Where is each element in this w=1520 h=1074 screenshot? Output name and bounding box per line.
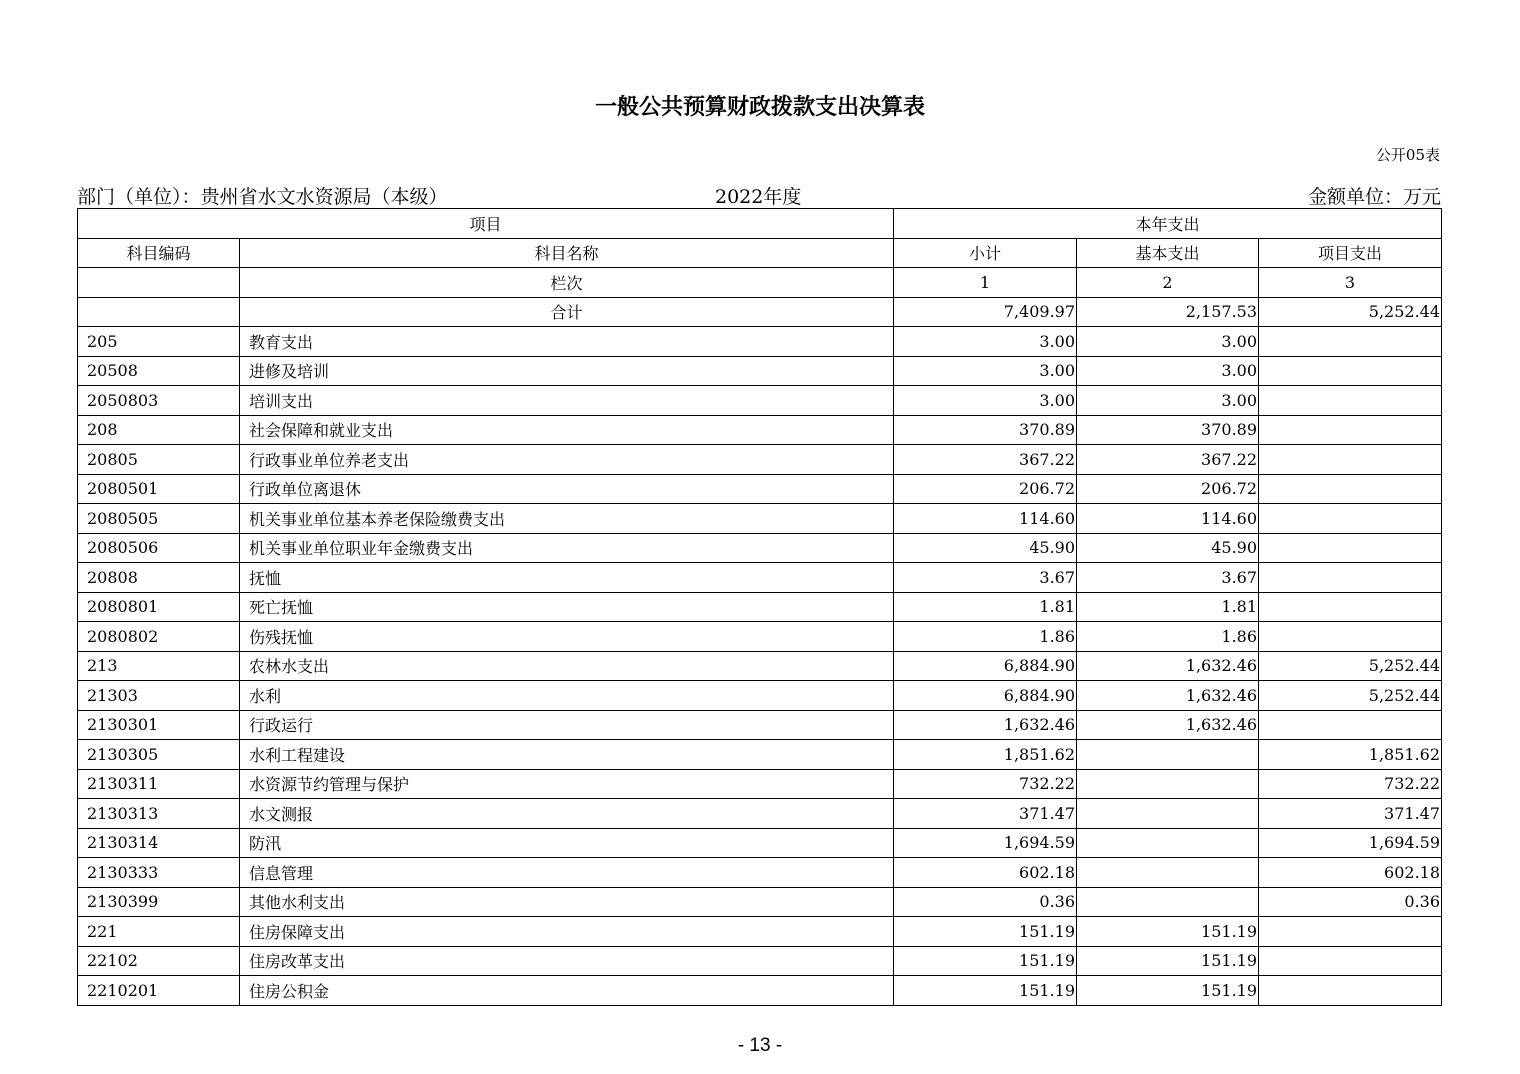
header-current-year-expense: 本年支出 (894, 209, 1442, 239)
subject-code: 2130399 (78, 887, 240, 917)
basic-expense-cell: 151.19 (1077, 946, 1259, 976)
table-row (78, 828, 1442, 858)
subtotal-cell: 3.00 (894, 356, 1077, 386)
form-number: 公开05表 (1375, 146, 1440, 164)
header-name: 科目名称 (240, 238, 894, 268)
subject-name: 水利 (240, 681, 894, 711)
subtotal-cell: 732.22 (894, 769, 1077, 799)
total-project: 5,252.44 (1259, 297, 1442, 327)
project-expense-cell (1259, 917, 1442, 947)
table-row (78, 504, 1442, 534)
subject-name: 行政运行 (240, 710, 894, 740)
table-row (78, 740, 1442, 770)
subtotal-cell: 370.89 (894, 415, 1077, 445)
table-row (78, 563, 1442, 593)
department-label: 部门（单位）：贵州省水文水资源局（本级） (77, 186, 448, 208)
table-row (78, 327, 1442, 357)
table-row (78, 710, 1442, 740)
subject-name: 住房保障支出 (240, 917, 894, 947)
total-blank (78, 297, 240, 327)
subtotal-cell: 6,884.90 (894, 681, 1077, 711)
table-row (78, 681, 1442, 711)
subtotal-cell: 602.18 (894, 858, 1077, 888)
basic-expense-cell: 45.90 (1077, 533, 1259, 563)
table-row (78, 651, 1442, 681)
table-row (78, 887, 1442, 917)
table-row (78, 592, 1442, 622)
subject-code: 208 (78, 415, 240, 445)
project-expense-cell (1259, 622, 1442, 652)
subject-name: 死亡抚恤 (240, 592, 894, 622)
subtotal-cell: 1.81 (894, 592, 1077, 622)
subject-code: 2130305 (78, 740, 240, 770)
subject-code: 2080801 (78, 592, 240, 622)
table-row (78, 622, 1442, 652)
basic-expense-cell: 1.81 (1077, 592, 1259, 622)
subject-name: 农林水支出 (240, 651, 894, 681)
project-expense-cell (1259, 976, 1442, 1006)
subtotal-cell: 6,884.90 (894, 651, 1077, 681)
subtotal-cell: 1.86 (894, 622, 1077, 652)
column-order-blank (78, 268, 240, 298)
subject-name: 进修及培训 (240, 356, 894, 386)
subject-name: 信息管理 (240, 858, 894, 888)
header-row-2 (78, 238, 1442, 268)
subject-code: 21303 (78, 681, 240, 711)
table-row (78, 533, 1442, 563)
table-row (78, 415, 1442, 445)
project-expense-cell (1259, 445, 1442, 475)
project-expense-cell (1259, 327, 1442, 357)
subject-name: 住房公积金 (240, 976, 894, 1006)
subject-code: 22102 (78, 946, 240, 976)
subtotal-cell: 1,851.62 (894, 740, 1077, 770)
project-expense-cell: 5,252.44 (1259, 681, 1442, 711)
basic-expense-cell: 3.67 (1077, 563, 1259, 593)
basic-expense-cell: 3.00 (1077, 386, 1259, 416)
project-expense-cell: 5,252.44 (1259, 651, 1442, 681)
subject-name: 抚恤 (240, 563, 894, 593)
total-basic: 2,157.53 (1077, 297, 1259, 327)
subtotal-cell: 206.72 (894, 474, 1077, 504)
project-expense-cell (1259, 386, 1442, 416)
table-row (78, 386, 1442, 416)
subject-code: 205 (78, 327, 240, 357)
subject-name: 行政事业单位养老支出 (240, 445, 894, 475)
subtotal-cell: 151.19 (894, 917, 1077, 947)
subject-name: 水文测报 (240, 799, 894, 829)
subtotal-cell: 151.19 (894, 946, 1077, 976)
budget-table-body (78, 209, 1442, 1006)
amount-unit: 金额单位：万元 (1307, 186, 1441, 208)
subject-name: 行政单位离退休 (240, 474, 894, 504)
table-row (78, 976, 1442, 1006)
column-number-1: 1 (894, 268, 1077, 298)
basic-expense-cell: 3.00 (1077, 356, 1259, 386)
subject-code: 2210201 (78, 976, 240, 1006)
subject-name: 防汛 (240, 828, 894, 858)
header-project-expense: 项目支出 (1259, 238, 1442, 268)
subject-code: 2080802 (78, 622, 240, 652)
document-meta (77, 182, 1441, 208)
column-number-2: 2 (1077, 268, 1259, 298)
header-subtotal: 小计 (894, 238, 1077, 268)
subject-code: 20805 (78, 445, 240, 475)
subject-name: 伤残抚恤 (240, 622, 894, 652)
subtotal-cell: 1,632.46 (894, 710, 1077, 740)
basic-expense-cell: 3.00 (1077, 327, 1259, 357)
basic-expense-cell (1077, 887, 1259, 917)
table-row (78, 474, 1442, 504)
table-row (78, 917, 1442, 947)
total-label: 合计 (240, 297, 894, 327)
subtotal-cell: 114.60 (894, 504, 1077, 534)
project-expense-cell (1259, 415, 1442, 445)
project-expense-cell (1259, 946, 1442, 976)
subject-code: 2130314 (78, 828, 240, 858)
project-expense-cell (1259, 474, 1442, 504)
subject-name: 教育支出 (240, 327, 894, 357)
project-expense-cell: 371.47 (1259, 799, 1442, 829)
subject-name: 其他水利支出 (240, 887, 894, 917)
subtotal-cell: 3.67 (894, 563, 1077, 593)
subtotal-cell: 1,694.59 (894, 828, 1077, 858)
basic-expense-cell: 1,632.46 (1077, 681, 1259, 711)
subject-name: 机关事业单位基本养老保险缴费支出 (240, 504, 894, 534)
basic-expense-cell (1077, 740, 1259, 770)
total-subtotal: 7,409.97 (894, 297, 1077, 327)
subject-name: 住房改革支出 (240, 946, 894, 976)
subtotal-cell: 3.00 (894, 386, 1077, 416)
table-row (78, 769, 1442, 799)
basic-expense-cell: 370.89 (1077, 415, 1259, 445)
subject-code: 221 (78, 917, 240, 947)
subject-code: 213 (78, 651, 240, 681)
basic-expense-cell: 151.19 (1077, 917, 1259, 947)
subject-name: 水利工程建设 (240, 740, 894, 770)
basic-expense-cell (1077, 858, 1259, 888)
project-expense-cell (1259, 710, 1442, 740)
budget-table (77, 208, 1442, 1006)
subject-code: 20808 (78, 563, 240, 593)
subtotal-cell: 367.22 (894, 445, 1077, 475)
header-code: 科目编码 (78, 238, 240, 268)
project-expense-cell: 1,851.62 (1259, 740, 1442, 770)
project-expense-cell: 1,694.59 (1259, 828, 1442, 858)
subtotal-cell: 371.47 (894, 799, 1077, 829)
table-row (78, 858, 1442, 888)
page-number: - 13 - (737, 1035, 783, 1056)
project-expense-cell (1259, 504, 1442, 534)
subtotal-cell: 45.90 (894, 533, 1077, 563)
subject-name: 水资源节约管理与保护 (240, 769, 894, 799)
basic-expense-cell: 1,632.46 (1077, 651, 1259, 681)
subject-code: 2080505 (78, 504, 240, 534)
basic-expense-cell: 1,632.46 (1077, 710, 1259, 740)
project-expense-cell: 732.22 (1259, 769, 1442, 799)
subject-code: 20508 (78, 356, 240, 386)
subtotal-cell: 3.00 (894, 327, 1077, 357)
header-basic: 基本支出 (1077, 238, 1259, 268)
column-order-row (78, 268, 1442, 298)
basic-expense-cell (1077, 828, 1259, 858)
project-expense-cell: 602.18 (1259, 858, 1442, 888)
basic-expense-cell (1077, 769, 1259, 799)
table-row (78, 799, 1442, 829)
total-row (78, 297, 1442, 327)
document-title: 一般公共预算财政拨款支出决算表 (594, 94, 925, 120)
subject-code: 2130301 (78, 710, 240, 740)
basic-expense-cell: 367.22 (1077, 445, 1259, 475)
basic-expense-cell (1077, 799, 1259, 829)
project-expense-cell (1259, 533, 1442, 563)
subject-code: 2130313 (78, 799, 240, 829)
table-row (78, 946, 1442, 976)
header-project: 项目 (78, 209, 894, 239)
subtotal-cell: 0.36 (894, 887, 1077, 917)
table-row (78, 356, 1442, 386)
header-row-1 (78, 209, 1442, 239)
subject-code: 2130333 (78, 858, 240, 888)
basic-expense-cell: 114.60 (1077, 504, 1259, 534)
project-expense-cell (1259, 563, 1442, 593)
subject-code: 2080501 (78, 474, 240, 504)
project-expense-cell: 0.36 (1259, 887, 1442, 917)
subject-name: 社会保障和就业支出 (240, 415, 894, 445)
subject-code: 2080506 (78, 533, 240, 563)
fiscal-year: 2022年度 (715, 186, 802, 208)
basic-expense-cell: 151.19 (1077, 976, 1259, 1006)
project-expense-cell (1259, 592, 1442, 622)
subject-name: 培训支出 (240, 386, 894, 416)
column-number-3: 3 (1259, 268, 1442, 298)
basic-expense-cell: 206.72 (1077, 474, 1259, 504)
column-order-label: 栏次 (240, 268, 894, 298)
subject-code: 2050803 (78, 386, 240, 416)
basic-expense-cell: 1.86 (1077, 622, 1259, 652)
table-row (78, 445, 1442, 475)
subject-name: 机关事业单位职业年金缴费支出 (240, 533, 894, 563)
subtotal-cell: 151.19 (894, 976, 1077, 1006)
project-expense-cell (1259, 356, 1442, 386)
subject-code: 2130311 (78, 769, 240, 799)
